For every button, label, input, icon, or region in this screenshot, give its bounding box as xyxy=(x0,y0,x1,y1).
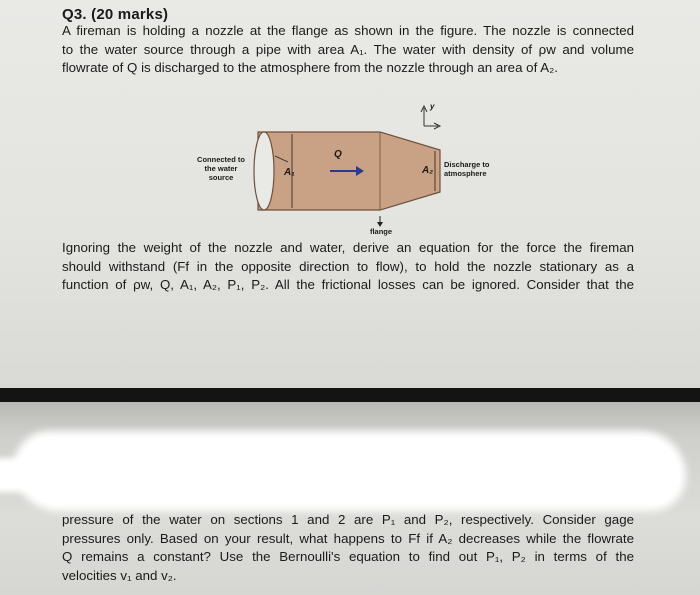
text-line: velocities v₁ and v₂. xyxy=(62,567,177,583)
axis-label: y xyxy=(430,102,435,111)
text-line: should withstand (Ff in the opposite direction to flow), to hold the nozzle stationary as a xyxy=(62,258,634,274)
text-line: pressures only. Based on your result, what happens to Ff if A₂ decreases while the flowrate xyxy=(62,530,634,546)
redaction-mark xyxy=(20,437,680,505)
a2-label: A₂ xyxy=(422,165,434,176)
text-line: Ignoring the weight of the nozzle and water, derive an equation for the force the fireman xyxy=(62,240,634,255)
nozzle-figure xyxy=(180,100,520,240)
source-label: Connected to the water source xyxy=(197,155,245,182)
text-line: pressure of the water on sections 1 and 2 are P₁ and P₂, respectively. Consider gage xyxy=(62,512,634,527)
text-line: function of ρw, Q, A₁, A₂, P₁, P₂. All the frictional losses can be ignored. Consider that the xyxy=(62,277,634,292)
text-line: to the water source through a pipe with area A₁. The water with density of ρw and volume xyxy=(62,41,634,57)
text-line: flowrate of Q is discharged to the atmosphere from the nozzle through an area of A₂. xyxy=(62,60,558,75)
task-paragraph xyxy=(62,239,634,295)
flange-label: flange xyxy=(369,227,393,236)
text-line: Q remains a constant? Use the Bernoulli's equation to find out P₁, P₂ in terms of the xyxy=(62,549,634,564)
question-title: Q3. (20 marks) xyxy=(62,6,169,23)
page-gap xyxy=(0,388,700,402)
intro-paragraph xyxy=(62,22,634,78)
a1-label: A₁ xyxy=(284,167,295,178)
flange-arrow-icon xyxy=(377,216,383,227)
flowrate-label: Q xyxy=(334,149,342,160)
continuation-paragraph xyxy=(62,511,634,585)
discharge-label: Discharge to atmosphere xyxy=(444,160,490,178)
text-line: A fireman is holding a nozzle at the flange as shown in the figure. The nozzle is connected xyxy=(62,23,634,38)
